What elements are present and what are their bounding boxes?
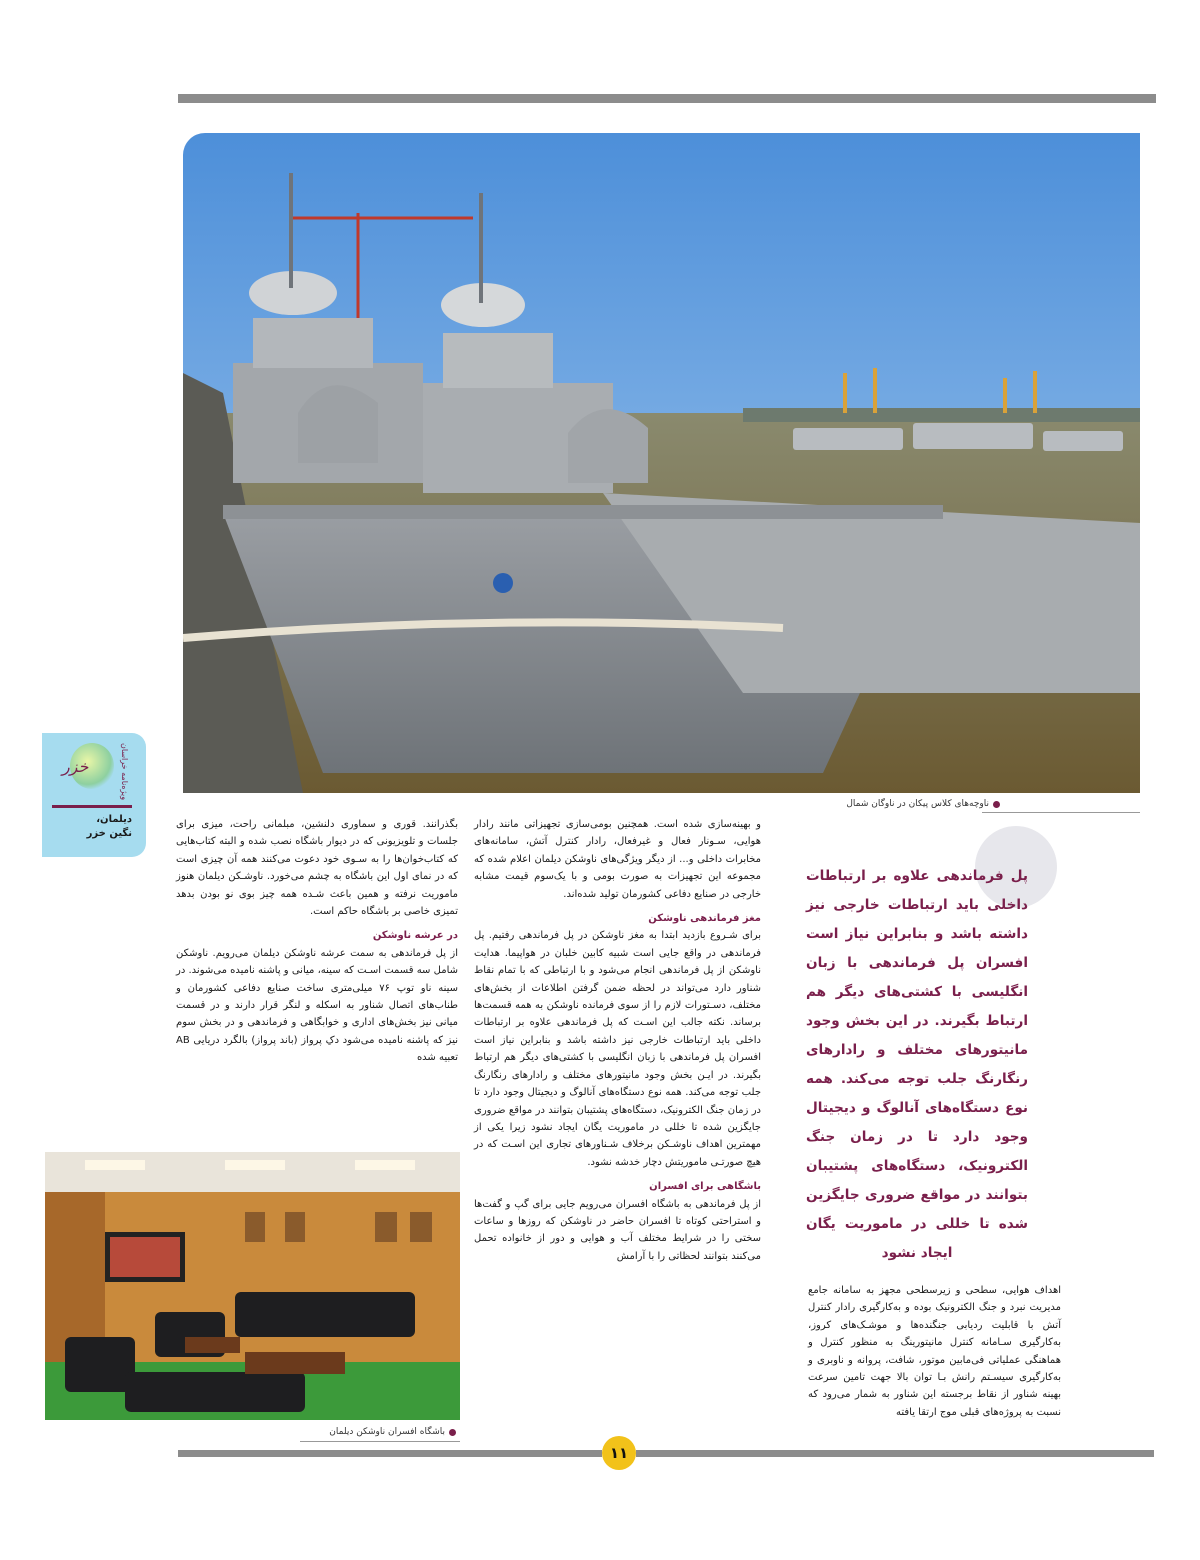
logo-text: خزر [62, 757, 89, 776]
tab-label-line1: دیلمان، [96, 814, 132, 825]
section-heading: مغز فرماندهی ناوشکن [648, 913, 761, 925]
tab-bar [52, 805, 132, 808]
pull-quote: پل فرماندهی علاوه بر ارتباطات داخلی باید ارتباطات خارجی نیز داشته باشد و بنابراین نیاز است افسران پل فرماندهی با زبان انگلیسی با کشتی‌های دیگر هم ارتباط بگیرند. در این بخش وجود مانیتورهای مختلف و رادارهای رنگارنگ جلب توجه می‌کند. همه نوع دستگاه‌های آنالوگ و دیجیتال وجود دارد تا در زمان جنگ الکترونیک، دستگاه‌های پشتیبان بتوانند در مواقع ضروری جایگزین شده تا خللی در ماموریت یگان ایجاد نشود [806, 868, 1028, 1261]
officers-lounge-photo [45, 1152, 460, 1420]
main-photo-caption-text: ناوچه‌های کلاس پیکان در ناوگان شمال [846, 799, 989, 809]
tab-vertical-text: ویژه‌نامه خراسان [120, 743, 129, 801]
main-photo-caption [846, 799, 1000, 809]
paragraph: اهداف هوایی، سطحی و زیرسطحی مجهز به سامانه جامع مدیریت نبرد و جنگ الکترونیک بوده و به‌کارگیری رادار کنترل آتش با قابلیت ردیابی جنگنده‌ها و موشـک‌های کروز، به‌کارگیری سـامانه کنترل مانیتورینگ به منظور کنترل و هماهنگی عملیاتی فی‌مابین موتور، شافت، پروانه و ناوبری و به‌کارگیری سیسـتم رانش بـا توان بالا جهت تامین سرعت بهینه شناور از نقاط برجسته این شناور به شمار می‌رود که نسبت به پروژه‌های قبلی موج ارتقا یافته [808, 1285, 1061, 1418]
footer-rule [636, 1450, 1154, 1457]
caption-underline [300, 1441, 460, 1442]
top-rule [178, 94, 1156, 103]
footer-rule [178, 1450, 602, 1457]
caption-bullet [993, 801, 1000, 808]
paragraph: از پل فرماندهی به باشگاه افسران می‌رویم جایی برای گپ و گفت‌ها و استراحتی کوتاه تا افسران حاضر در ناوشکن که روزها و ساعات سختی را در شرایط مختلف آب و هوایی و دور از خانواده تحمل می‌کنند بتوانند لحظاتی را با آرامش [474, 1198, 761, 1262]
column-middle [474, 816, 761, 1265]
section-tab [42, 733, 146, 857]
paragraph: و بهینه‌سازی شده است. همچنین بومی‌سازی تجهیزاتی مانند رادار هوایی، سـونار فعال و غیرفعال، رادار کنترل آتش، سامانه‌های مخابرات داخلی و... از دیگر ویژگی‌های ناوشکن دیلمان اعلام شده که مجموعه این تجهیزات به صورت بومی و با یک‌سوم قیمت مشابه خارجی در صنایع دفاعی کشورمان تولید شده‌اند. [474, 819, 761, 900]
caption-underline [982, 812, 1140, 813]
warships-photo [183, 133, 1140, 793]
section-heading: باشگاهی برای افسران [649, 1181, 761, 1193]
paragraph: از پل فرماندهی به سمت عرشه ناوشکن دیلمان می‌رویم. ناوشکن شامل سه قسمت اسـت که سینه، میانی و پاشنه نامیده می‌شوند. در سینه ناو توپ ۷۶ میلی‌متری ساخت صنایع دفاعی کشورمان و طناب‌های اتصال شناور به اسکله و لنگر قرار دارند و در قسمت میانی نیز بخش‌های اداری و خوابگاهی و فرماندهی و در بخش سوم نیز که پاشنه نامیده می‌شود دکِ پرواز (باند پرواز) بالگرد دریایی AB تعبیه شده [176, 947, 458, 1064]
room-photo-caption-text: باشگاه افسران ناوشکن دیلمان [329, 1427, 445, 1437]
section-heading: در عرشه ناوشکن [372, 930, 458, 942]
column-right [808, 1282, 1061, 1421]
caption-bullet [449, 1429, 456, 1436]
page-number: ۱۱ [602, 1436, 636, 1470]
column-left [176, 816, 458, 1067]
paragraph: بگذرانند. قوری و سماوری دلنشین، مبلمانی راحت، میزی برای جلسات و تلویزیونی که در دیوار باشگاه نصب شده و البته کتاب‌هایی که کتاب‌خوان‌ها را به سـوی خود دعوت می‌کنند همه آن چیزی است که در نمای اول این باشگاه به چشم می‌خورد. ناوشـکن دیلمان هنوز ماموریت نرفته و همین باعث شـده همه چیز بوی نو بودن بدهد تمیزی خاصی بر باشگاه حاکم است. [176, 819, 458, 918]
tab-label-line2: نگین خزر [86, 828, 132, 839]
paragraph: برای شـروع بازدید ابتدا به مغز ناوشکن در پل فرماندهی رفتیم. پل فرماندهی در واقع جایی است شبیه کابین خلبان در هواپیما. هدایت ناوشکن از پل فرماندهی انجام می‌شود و با ارتباطی که با تمام نقاط شناور دارد می‌تواند در لحظه ضمن گرفتن اطلاعات از بخش‌های مختلف، دسـتورات لازم را از سوی فرمانده ناوشکن به همه قسمت‌ها برساند. نکته جالب این اسـت که پل فرماندهی علاوه بر ارتباطات داخلی باید ارتباطات خارجی نیز داشته باشد و بنابراین نیاز است افسران پل فرماندهی با زبان انگلیسی با کشتی‌های دیگر هم ارتباط بگیرند. در ایـن بخش وجود مانیتورهای مختلف و رادارهای رنگارنگ جلب توجه می‌کند. همه نوع دستگاه‌های آنالوگ و دیجیتال وجود دارد تا در زمان جنگ الکترونیک، دستگاه‌های پشتیبان بتوانند در مواقع ضروری جایگزین شده تا خللی در ماموریت یگان ایجاد نشود زیرا یکی از مهمترین اهداف ناوشـکن برخلاف شـناورهای تجاری این اسـت که در هیچ صورتـی ماموریتش دچار خدشه نشود. [474, 930, 761, 1168]
room-photo-caption [329, 1427, 456, 1437]
tab-label [52, 813, 132, 841]
